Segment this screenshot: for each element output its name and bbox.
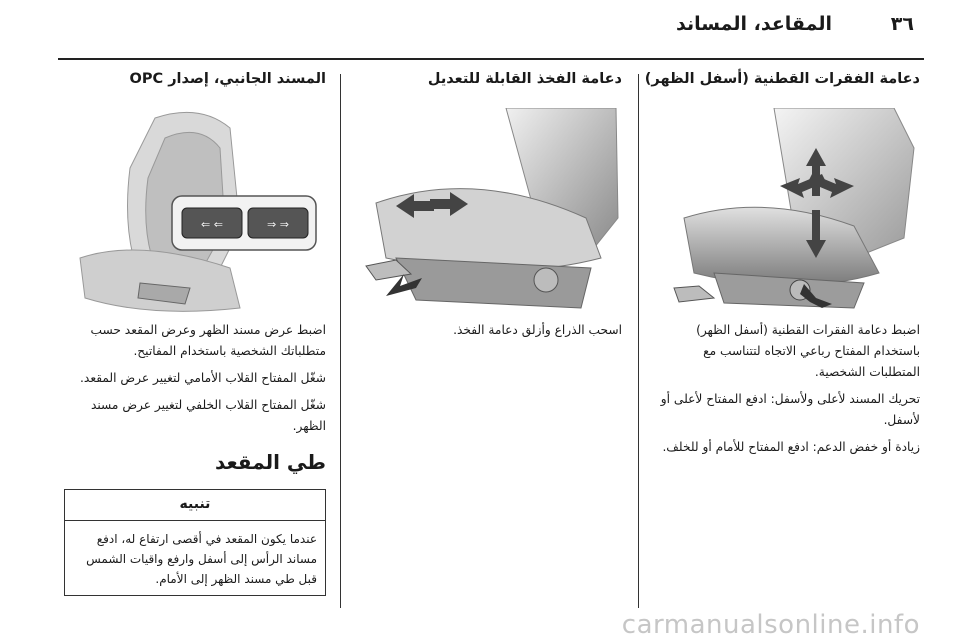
bolster-paragraph-2: شغّل المفتاح القلاب الأمامي لتغيير عرض المقعد. (80, 371, 326, 385)
svg-text:⇒ ⇒: ⇒ ⇒ (267, 218, 289, 231)
svg-text:⇐ ⇐: ⇐ ⇐ (201, 218, 223, 231)
column-divider-right (638, 74, 639, 608)
watermark: carmanualsonline.info (621, 610, 920, 640)
thigh-support-title: دعامة الفخذ القابلة للتعديل (427, 71, 622, 87)
header-rule (58, 58, 924, 60)
folding-seat-heading: طي المقعد (214, 450, 326, 474)
page-header (0, 0, 960, 60)
opc-seat-illustration (60, 108, 326, 320)
lumbar-paragraph-1: اضبط دعامة الفقرات القطنية (أسفل الظهر) باستخدام المفتاح رباعي الاتجاه لتتناسب مع المتطلبات الشخصية. (696, 323, 920, 379)
bolster-paragraph-3: شغّل المفتاح القلاب الخلفي لتغيير عرض مسند الظهر. (90, 398, 326, 433)
lumbar-paragraph-3: زيادة أو خفض الدعم: ادفع المفتاح للأمام أو للخلف. (662, 440, 920, 454)
thigh-paragraph-1: اسحب الذراع وأزلق دعامة الفخذ. (453, 323, 622, 337)
column-divider-left (340, 74, 341, 608)
bolster-paragraph-1: اضبط عرض مسند الظهر وعرض المقعد حسب متطلباتك الشخصية باستخدام المفاتيح. (90, 323, 326, 358)
column-thigh-support (356, 68, 622, 347)
lumbar-seat-illustration (654, 108, 920, 320)
lumbar-paragraph-2: تحريك المسند لأعلى ولأسفل: ادفع المفتاح لأعلى أو لأسفل. (660, 392, 920, 427)
caution-box (64, 489, 326, 596)
thigh-support-illustration (356, 108, 622, 320)
caution-body: عندما يكون المقعد في أقصى ارتفاع له، ادفع مساند الرأس إلى أسفل وارفع واقيات الشمس قبل طي مسند الظهر إلى الأمام. (86, 532, 317, 586)
lumbar-support-title: دعامة الفقرات القطنية (أسفل الظهر) (644, 71, 920, 87)
side-bolster-title: المسند الجانبي، إصدار OPC (129, 71, 326, 87)
page-number: ٣٦ (890, 13, 914, 35)
section-title: المقاعد، المساند (676, 13, 832, 35)
column-lumbar-support (644, 68, 920, 464)
column-side-bolster (60, 68, 326, 596)
caution-title: تنبيه (65, 490, 325, 521)
